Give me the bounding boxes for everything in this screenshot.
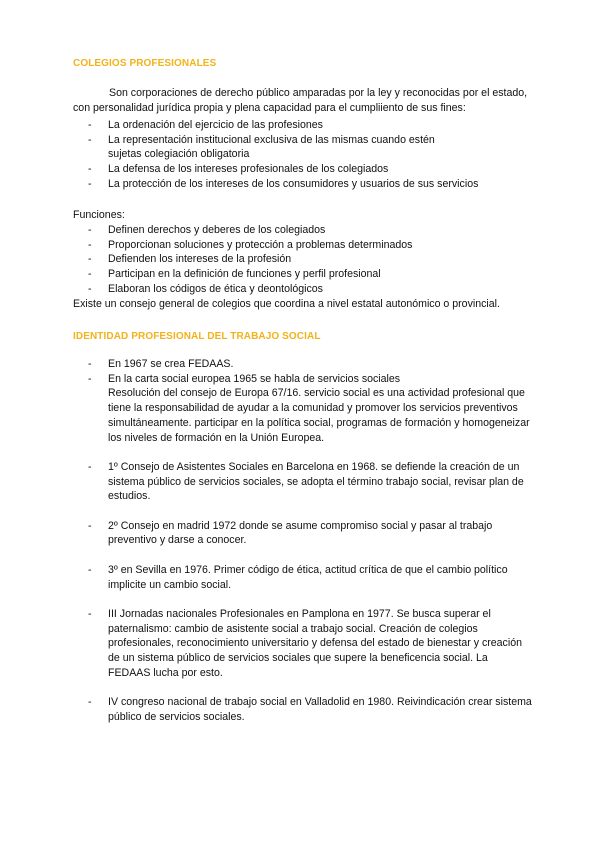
fines-list: [88, 118, 528, 192]
funciones-list: [88, 223, 528, 297]
history-list: [88, 357, 533, 739]
history-item: [88, 607, 533, 681]
history-item-text: III Jornadas nacionales Profesionales en Pamplona en 1977. Se busca superar el paternalismo: cambio de asistente social a trabajo social. Creación de colegios profesionales, reconocimiento universitario y defensa del estado de bienestar y creación de un sistema público de servicios sociales que supere la beneficencia social. La FEDAAS lucha por esto.: [108, 607, 522, 679]
closing-paragraph: Existe un consejo general de colegios que coordina a nivel estatal autonómico o provincial.: [73, 298, 500, 310]
history-item: [88, 563, 533, 592]
list-item: - La defensa de los intereses profesionales de los colegiados: [88, 162, 528, 177]
list-item: - Participan en la definición de funciones y perfil profesional: [88, 267, 528, 282]
history-item-extra: Resolución del consejo de Europa 67/16. servicio social es una actividad profesional que tiene la responsabilidad de ayudar a la comunidad y promover los servicios preventivos simultáneamente. participar en la política social, programas de formación y homogeneizar los niveles de formación en la Unión Europea.: [108, 387, 530, 444]
list-item: - Proporcionan soluciones y protección a problemas determinados: [88, 238, 528, 253]
section-heading-identidad: IDENTIDAD PROFESIONAL DEL TRABAJO SOCIAL: [73, 331, 321, 342]
section-heading-colegios: COLEGIOS PROFESIONALES: [73, 58, 217, 69]
list-item: - La ordenación del ejercicio de las profesiones: [88, 118, 528, 133]
history-item: [88, 357, 533, 372]
history-item-text: En 1967 se crea FEDAAS.: [108, 358, 234, 370]
list-item: - Elaboran los códigos de ética y deontológicos: [88, 282, 528, 297]
history-item-text: 3º en Sevilla en 1976. Primer código de ética, actitud crítica de que el cambio político implicite un cambio social.: [108, 563, 508, 591]
list-item: - Definen derechos y deberes de los colegiados: [88, 223, 528, 238]
history-item-text: 2º Consejo en madrid 1972 donde se asume compromiso social y pasar al trabajo preventivo y darse a conocer.: [108, 519, 493, 547]
history-item: [88, 695, 533, 724]
intro-paragraph: Son corporaciones de derecho público amparadas por la ley y reconocidas por el estado, con personalidad jurídica propia y plena capacidad para el cumpliiento de sus fines:: [73, 87, 528, 114]
history-item-text: - En la carta social europea 1965 se habla de servicios sociales: [108, 372, 401, 385]
history-item-text: IV congreso nacional de trabajo social en Valladolid en 1980. Reivindicación crear sistema público de servicios sociales.: [108, 696, 532, 723]
history-item: [88, 372, 533, 446]
history-item: [88, 519, 533, 548]
list-item: - La protección de los intereses de los consumidores y usuarios de sus servicios: [88, 177, 528, 192]
history-item: [88, 460, 533, 504]
list-item: - Defienden los intereses de la profesión: [88, 252, 528, 267]
history-item-text: 1º Consejo de Asistentes Sociales en Barcelona en 1968. se defiende la creación de un sistema público de servicios sociales, se adopta el término trabajo social, revisar plan de estudios.: [108, 460, 524, 503]
funciones-label: Funciones:: [73, 209, 125, 221]
list-item: - La representación institucional exclusiva de las mismas cuando estén sujetas colegiación obligatoria: [88, 133, 468, 162]
